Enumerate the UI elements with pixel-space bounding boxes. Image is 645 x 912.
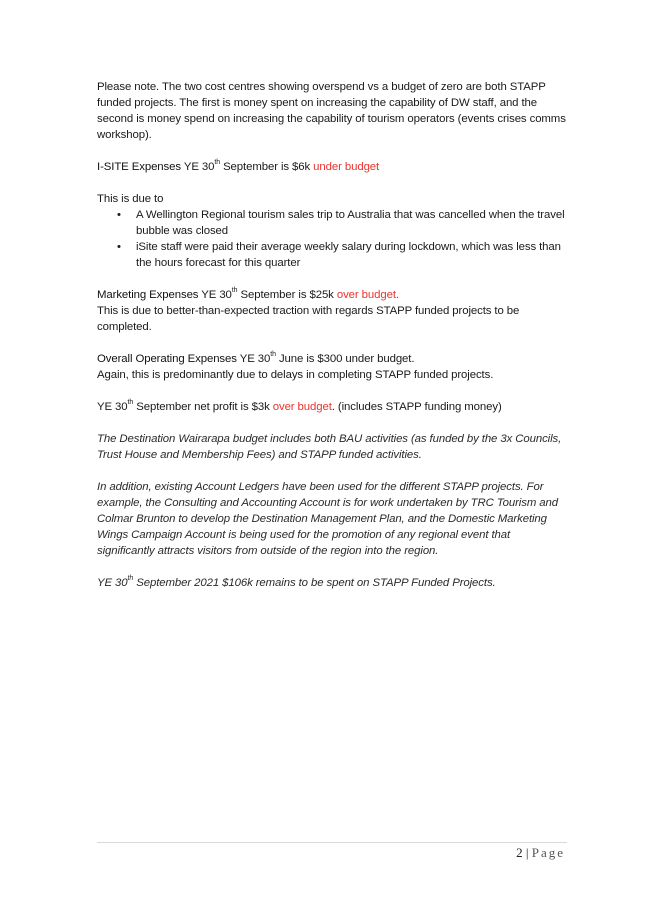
reasons-list xyxy=(97,207,567,271)
bullet-icon: • xyxy=(117,209,121,221)
marketing-expenses-line xyxy=(97,287,567,303)
list-item-text: iSite staff were paid their average weekly salary during lockdown, which was less than the hours forecast for this quarter xyxy=(136,241,561,269)
marketing-amount-text: September is $25k xyxy=(237,289,337,301)
budget-scope-note: The Destination Wairarapa budget includes both BAU activities (as funded by the 3x Councils, Trust House and Membership Fees) and STAPP funded activities. xyxy=(97,433,562,461)
isite-ordinal: th xyxy=(214,159,220,167)
isite-expenses-label: I-SITE Expenses xyxy=(97,161,181,173)
list-item-text: A Wellington Regional tourism sales trip to Australia that was cancelled when the travel bubble was closed xyxy=(136,209,565,237)
marketing-expenses-label: Marketing Expenses xyxy=(97,289,199,301)
list-item xyxy=(117,207,567,239)
due-to-text: This is due to xyxy=(97,193,164,205)
marketing-detail: This is due to better-than-expected traction with regards STAPP funded projects to be completed. xyxy=(97,305,520,333)
page-word: Page xyxy=(531,845,565,860)
isite-expenses-line xyxy=(97,159,567,175)
remaining-amount-text: September 2021 $106k remains to be spent on STAPP Funded Projects. xyxy=(133,577,496,589)
bullet-icon: • xyxy=(117,241,121,253)
operating-amount-text: June is $300 under budget. xyxy=(275,353,415,365)
operating-ordinal: th xyxy=(270,351,276,359)
netprofit-tail: . (includes STAPP funding money) xyxy=(331,401,502,413)
isite-ye-text: YE 30 xyxy=(180,161,215,173)
account-ledgers-note: In addition, existing Account Ledgers have been used for the different STAPP projects. For example, the Consulting and Accounting Account is for work undertaken by TRC Tourism and Colmar Brunton to develop the Destination Management Plan, and the Domestic Marketing Wings Campaign Account is being used for the promotion of any regional event that significantly attracts visitors from outside of the region into the region. xyxy=(97,481,558,557)
footer-separator: | xyxy=(522,845,532,860)
isite-amount-text: September is $6k xyxy=(220,161,314,173)
net-profit-line xyxy=(97,399,567,415)
marketing-status: over budget. xyxy=(336,289,399,301)
note-paragraph: Please note. The two cost centres showing overspend vs a budget of zero are both STAPP funded projects. The first is money spent on increasing the capability of DW staff, and the second is money spend on increasing the capability of tourism operators (events crises comms workshop). xyxy=(97,81,566,141)
remaining-ordinal: th xyxy=(127,575,134,583)
netprofit-ordinal: th xyxy=(127,399,134,407)
footer-divider xyxy=(97,842,567,843)
list-item xyxy=(117,239,567,271)
marketing-ye-text: YE 30 xyxy=(198,289,232,301)
netprofit-ye-text: YE 30 xyxy=(97,401,128,413)
page-number: 2 xyxy=(516,845,523,860)
remaining-ye-text: YE 30 xyxy=(97,577,128,589)
netprofit-amount-text: September net profit is $3k xyxy=(133,401,273,413)
operating-expenses-label: Overall Operating Expenses xyxy=(97,353,237,365)
isite-status: under budget xyxy=(313,161,380,173)
operating-detail: Again, this is predominantly due to delays in completing STAPP funded projects. xyxy=(97,369,494,381)
page-footer xyxy=(516,845,565,861)
remaining-funds-note xyxy=(97,575,567,591)
marketing-ordinal: th xyxy=(231,287,238,295)
operating-ye-text: YE 30 xyxy=(236,353,271,365)
page-body xyxy=(97,79,567,591)
operating-expenses-line xyxy=(97,351,567,367)
netprofit-status: over budget xyxy=(272,401,332,413)
